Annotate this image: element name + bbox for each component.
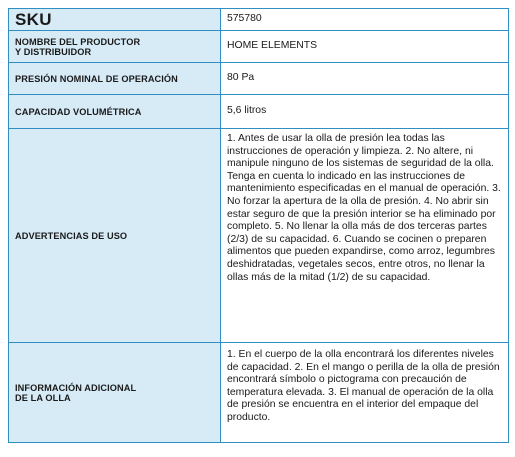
product-spec-table (8, 8, 509, 443)
spec-row-additional-info (9, 343, 509, 443)
producer-value: HOME ELEMENTS (221, 31, 509, 63)
producer-label: NOMBRE DEL PRODUCTOR Y DISTRIBUIDOR (9, 31, 221, 63)
warnings-label: ADVERTENCIAS DE USO (9, 129, 221, 343)
pressure-label: PRESIÓN NOMINAL DE OPERACIÓN (9, 63, 221, 95)
pressure-value: 80 Pa (221, 63, 509, 95)
spec-row-warnings (9, 129, 509, 343)
spec-row-sku (9, 9, 509, 31)
sku-value: 575780 (221, 9, 509, 31)
sku-label: SKU (9, 9, 221, 31)
spec-row-producer (9, 31, 509, 63)
warnings-value: 1. Antes de usar la olla de presión lea todas las instrucciones de operación y limpieza. 2. No altere, ni manipule ninguno de los sistemas de seguridad de la olla. Tenga en cuenta lo indicado en las instrucciones de mantenimiento especificadas en el manual de operación. 3. No forzar la apertura de la olla de presión. 4. No abrir sin estar seguro de que la presión interior se ha eliminado por completo. 5. No llenar la olla más de dos terceras partes (2/3) de su capacidad. 6. Cuando se cocinen o preparen alimentos que pueden expandirse, como arroz, legumbres deshidratadas, vegetales secos, entre otros, no llenar la ollas más de la mitad (1/2) de su capacidad. (221, 129, 509, 343)
capacity-label: CAPACIDAD VOLUMÉTRICA (9, 95, 221, 129)
spec-row-capacity (9, 95, 509, 129)
capacity-value: 5,6 litros (221, 95, 509, 129)
additional-info-label: INFORMACIÓN ADICIONAL DE LA OLLA (9, 343, 221, 443)
additional-info-value: 1. En el cuerpo de la olla encontrará los diferentes niveles de capacidad. 2. En el mango o perilla de la olla de presión encontrará símbolo o pictograma con precaución de temperatura elevada. 3. El manual de operación de la olla de presión se encuentra en el interior del empaque del producto. (221, 343, 509, 443)
spec-row-pressure (9, 63, 509, 95)
